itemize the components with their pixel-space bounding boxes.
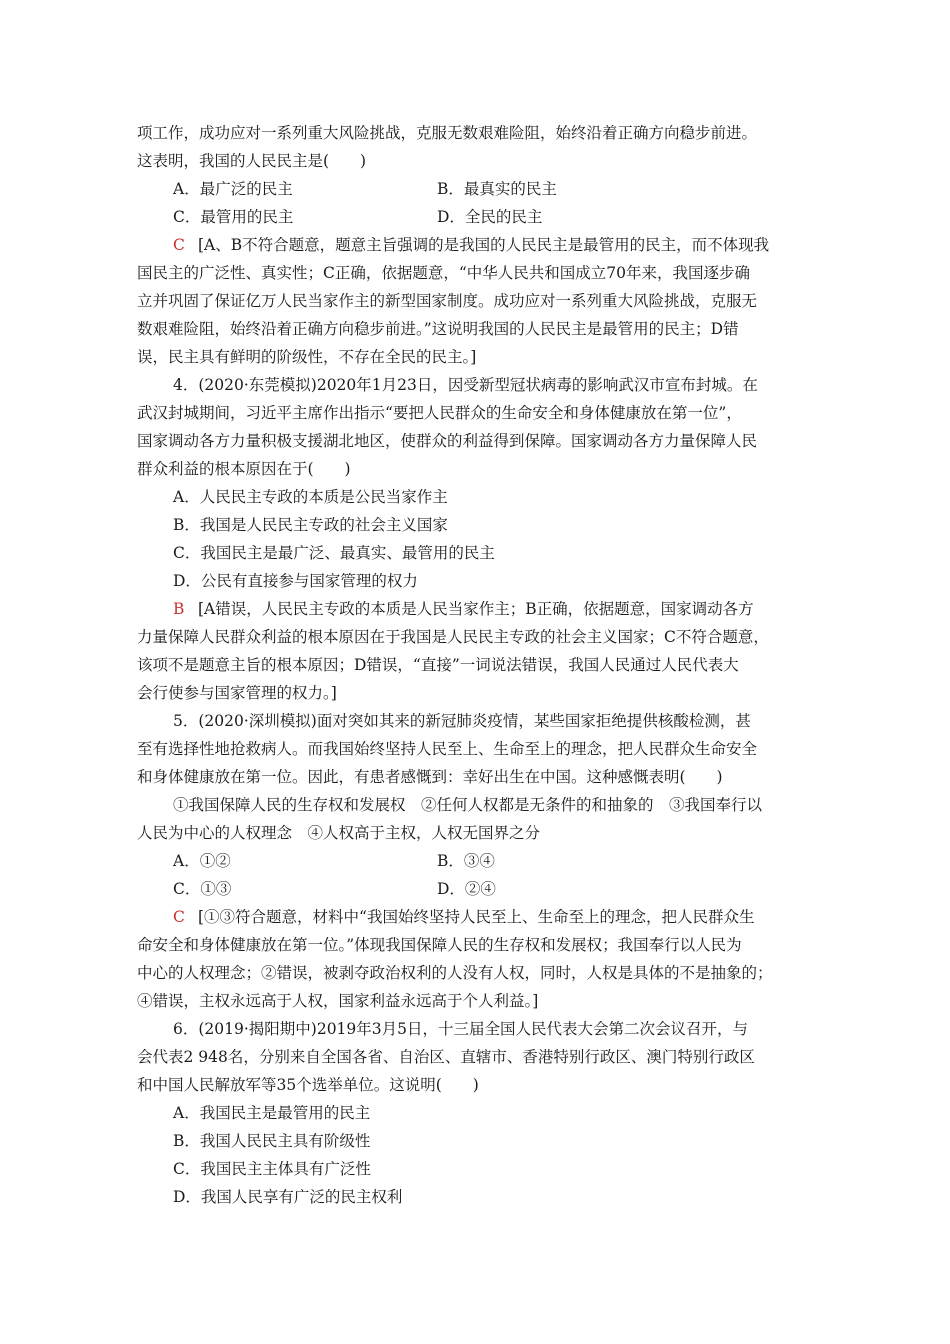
q3-explanation-line-1: [A、B不符合题意，题意主旨强调的是我国的人民民主是最管用的民主，而不体现我 xyxy=(198,236,770,254)
q5-items-line-1: ①我国保障人民的生存权和发展权 ②任何人权都是无条件的和抽象的 ③我国奉行以 xyxy=(173,796,763,814)
q4-explanation-line-1: [A错误，人民民主专政的本质是人民当家作主；B正确，依据题意，国家调动各方 xyxy=(198,600,754,618)
q6-stem-line-1: 6．(2019·揭阳期中)2019年3月5日，十三届全国人民代表大会第二次会议召开，与 xyxy=(173,1020,749,1038)
q3-explanation-line-2: 国民主的广泛性、真实性；C正确，依据题意，“中华人民共和国成立70年来，我国逐步确 xyxy=(137,264,751,282)
q3-stem-line-2: 这表明，我国的人民民主是( ) xyxy=(137,152,367,170)
q5-option-a: A．①② xyxy=(173,852,231,870)
q4-explanation-line-4: 会行使参与国家管理的权力。] xyxy=(137,684,337,702)
q6-stem-line-3: 和中国人民解放军等35个选举单位。这说明( ) xyxy=(137,1076,479,1094)
q6-option-b: B．我国人民民主具有阶级性 xyxy=(173,1132,371,1150)
q3-explanation-line-5: 误，民主具有鲜明的阶级性，不存在全民的民主。] xyxy=(137,348,477,366)
q4-stem-line-4: 群众利益的根本原因在于( ) xyxy=(137,460,351,478)
q5-explanation-line-1: [①③符合题意，材料中“我国始终坚持人民至上、生命至上的理念，把人民群众生 xyxy=(198,908,755,926)
q5-stem-line-1: 5．(2020·深圳模拟)面对突如其来的新冠肺炎疫情，某些国家拒绝提供核酸检测，甚 xyxy=(173,712,751,730)
q5-option-c: C．①③ xyxy=(173,880,232,898)
q3-answer: C xyxy=(173,236,185,254)
q4-option-d: D．公民有直接参与国家管理的权力 xyxy=(173,572,418,590)
q6-option-a: A．我国民主是最管用的民主 xyxy=(173,1104,371,1122)
q4-explanation-line-3: 该项不是题意主旨的根本原因；D错误，“直接”一词说法错误，我国人民通过人民代表大 xyxy=(137,656,739,674)
q5-stem-line-3: 和身体健康放在第一位。因此，有患者感慨到：幸好出生在中国。这种感慨表明( ) xyxy=(137,768,723,786)
q3-explanation-line-4: 数艰难险阻，始终沿着正确方向稳步前进。”这说明我国的人民民主是最管用的民主；D错 xyxy=(137,320,739,338)
q4-option-b: B．我国是人民民主专政的社会主义国家 xyxy=(173,516,448,534)
q3-stem-line-1: 项工作，成功应对一系列重大风险挑战，克服无数艰难险阻，始终沿着正确方向稳步前进。 xyxy=(137,124,758,142)
q3-option-c: C．最管用的民主 xyxy=(173,208,294,226)
q4-explanation-line-2: 力量保障人民群众利益的根本原因在于我国是人民民主专政的社会主义国家；C不符合题意， xyxy=(137,628,769,646)
q3-option-b: B．最真实的民主 xyxy=(437,180,557,198)
q5-explanation-line-2: 命安全和身体健康放在第一位。”体现我国保障人民的生存权和发展权；我国奉行以人民为 xyxy=(137,936,742,954)
q6-option-c: C．我国民主主体具有广泛性 xyxy=(173,1160,371,1178)
q6-stem-line-2: 会代表2 948名，分别来自全国各省、自治区、直辖市、香港特别行政区、澳门特别行政区 xyxy=(137,1048,755,1066)
q4-option-a: A．人民民主专政的本质是公民当家作主 xyxy=(173,488,448,506)
q6-option-d: D．我国人民享有广泛的民主权利 xyxy=(173,1188,403,1206)
q5-explanation-line-3: 中心的人权理念；②错误，被剥夺政治权利的人没有人权，同时，人权是具体的不是抽象的； xyxy=(137,964,773,982)
q5-items-line-2: 人民为中心的人权理念 ④人权高于主权，人权无国界之分 xyxy=(137,824,541,842)
q3-option-d: D．全民的民主 xyxy=(437,208,543,226)
q3-explanation-line-3: 立并巩固了保证亿万人民当家作主的新型国家制度。成功应对一系列重大风险挑战，克服无 xyxy=(137,292,758,310)
q4-stem-line-1: 4．(2020·东莞模拟)2020年1月23日，因受新型冠状病毒的影响武汉市宣布封城。在 xyxy=(173,376,758,394)
q4-stem-line-2: 武汉封城期间，习近平主席作出指示“要把人民群众的生命安全和身体健康放在第一位”， xyxy=(137,404,742,422)
q5-stem-line-2: 至有选择性地抢救病人。而我国始终坚持人民至上、生命至上的理念，把人民群众生命安全 xyxy=(137,740,758,758)
q4-answer: B xyxy=(173,600,185,618)
q4-stem-line-3: 国家调动各方力量积极支援湖北地区，使群众的利益得到保障。国家调动各方力量保障人民 xyxy=(137,432,758,450)
q5-option-d: D．②④ xyxy=(437,880,496,898)
q5-answer: C xyxy=(173,908,185,926)
q5-explanation-line-4: ④错误，主权永远高于人权，国家利益永远高于个人利益。] xyxy=(137,992,539,1010)
q4-option-c: C．我国民主是最广泛、最真实、最管用的民主 xyxy=(173,544,495,562)
q5-option-b: B．③④ xyxy=(437,852,495,870)
q3-option-a: A．最广泛的民主 xyxy=(173,180,293,198)
